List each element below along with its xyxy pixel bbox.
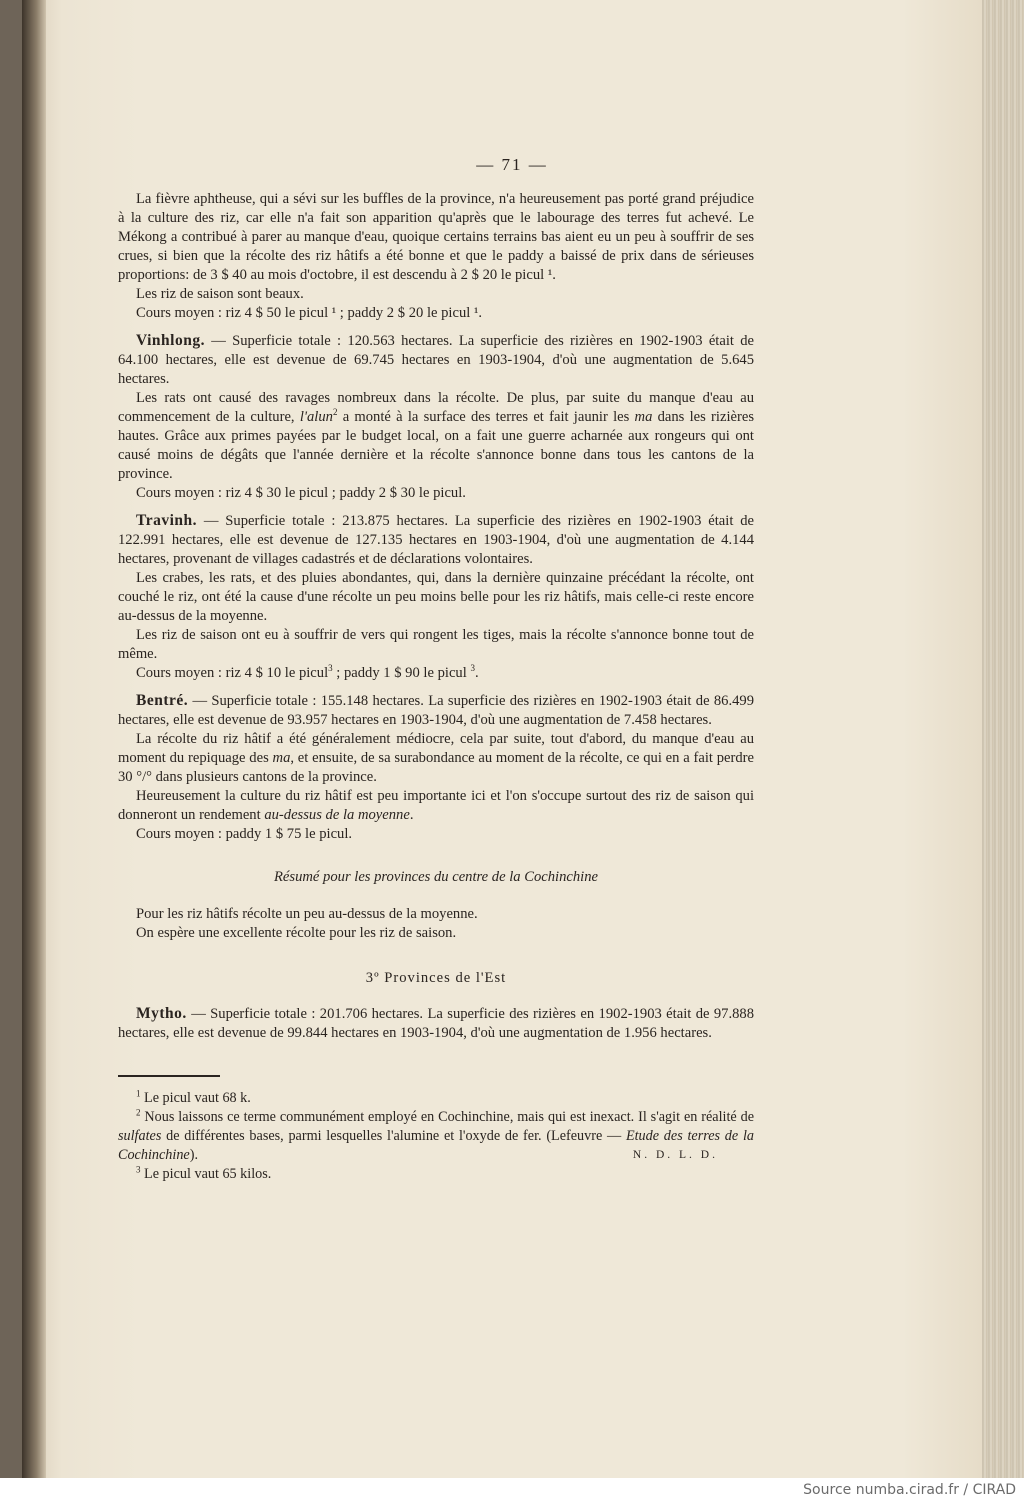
summary-line-2: On espère une excellente récolte pour les riz de saison. (136, 925, 457, 941)
text-run: Le picul vaut 65 kilos. (140, 1166, 272, 1182)
footnote-2 (118, 1108, 754, 1165)
travinh-lead: — Superficie totale : 213.875 hectares. La superficie des rizières en 1902-1903 était de 122.991 hectares, elle est devenue de 127.135 hectares en 1903-1904, d'où une augmentation de 4.144 hectares, provenant de villages cadastrés et de déclarations volontaires. (118, 513, 754, 567)
section-bentre (118, 691, 754, 730)
province-name-bentre: Bentré. (136, 692, 189, 709)
text-run: Nous laissons ce terme communément employé en Cochinchine, mais qui est inexact. Il s'agit en réalité de (140, 1109, 754, 1125)
text-run: . (409, 807, 414, 823)
travinh-paragraph-3: Les riz de saison ont eu à souffrir de vers qui rongent les tiges, mais la récolte s'annonce bonne tout de même. (118, 627, 754, 662)
source-credit: Source numba.cirad.fr / CIRAD (803, 1482, 1016, 1498)
text-run: Le picul vaut 68 k. (140, 1090, 251, 1106)
italic-title: Etude des terres de la Cochinchine (118, 1128, 754, 1163)
vinhlong-paragraph-2 (118, 389, 754, 484)
text-run: a monté à la surface des terres et fait jaunir les (337, 409, 635, 425)
book-gutter (22, 0, 46, 1478)
page-edges (975, 0, 1024, 1478)
footnote-rule (118, 1075, 220, 1077)
bentre-cours: Cours moyen : paddy 1 $ 75 le picul. (136, 826, 353, 842)
province-name-vinhlong: Vinhlong. (136, 332, 205, 349)
paragraph-cours-moyen: Cours moyen : riz 4 $ 50 le picul ¹ ; paddy 2 $ 20 le picul ¹. (136, 305, 482, 321)
text-run: ; paddy 1 $ 90 le picul (332, 665, 471, 681)
mytho-lead: — Superficie totale : 201.706 hectares. La superficie des rizières en 1902-1903 était de 97.888 hectares, elle est devenue de 99.844 hectares en 1903-1904, d'où une augmentation de 1.956 hectares. (118, 1006, 754, 1041)
footnote-ref: 3 (328, 663, 333, 674)
italic-term: sulfates (118, 1128, 162, 1144)
italic-term: ma (634, 409, 653, 425)
text-run: . (474, 665, 479, 681)
section-mytho (118, 1004, 754, 1043)
text-run: La récolte du riz hâtif a été généralement médiocre, cela par suite, tout d'abord, du manque d'eau au moment du repiquage des (118, 731, 754, 766)
footnote-1 (118, 1089, 754, 1108)
footnote-mark: 2 (136, 1107, 141, 1118)
text-run: ). (189, 1147, 198, 1163)
text-run: Heureusement la culture du riz hâtif est peu importante ici et l'on s'occupe surtout des riz de saison qui donneront un rendement (118, 788, 754, 823)
italic-term: ma (272, 750, 291, 766)
paragraph-fievre: La fièvre aphtheuse, qui a sévi sur les buffles de la province, n'a heureusement pas porté grand préjudice à la culture des riz, car elle n'a fait son apparition qu'après que le labourage des terres fut achevé. Le Mékong a contribué à parer au manque d'eau, quoique certains terrains bas aient eu un peu à souffrir de ses crues, si bien que la récolte des riz hâtifs a été bonne et que le paddy a baissé de prix dans de sérieuses proportions: de 3 $ 40 au mois d'octobre, il est descendu à 2 $ 20 le picul ¹. (118, 191, 754, 283)
bentre-lead: — Superficie totale : 155.148 hectares. La superficie des rizières en 1902-1903 était de 86.499 hectares, elle est devenue de 93.957 hectares en 1903-1904, d'où une augmentation de 7.458 hectares. (118, 693, 754, 728)
italic-term: l'alun (299, 409, 333, 425)
travinh-cours (118, 664, 754, 683)
text-run: , et ensuite, de sa surabondance au moment de la récolte, ce qui en a fait perdre 30 °/° dans plusieurs cantons de la province. (118, 750, 754, 785)
summary-heading: Résumé pour les provinces du centre de la Cochinchine (274, 869, 598, 885)
province-name-travinh: Travinh. (136, 512, 197, 529)
summary-line-1: Pour les riz hâtifs récolte un peu au-dessus de la moyenne. (136, 906, 478, 922)
footnote-ref: 2 (332, 407, 338, 418)
page-body (118, 190, 754, 1184)
italic-term: au-dessus de la moyenne (264, 807, 410, 823)
vinhlong-lead: — Superficie totale : 120.563 hectares. La superficie des rizières en 1902-1903 était de 64.100 hectares, elle est devenue de 69.745 hectares en 1903-1904, d'où une augmentation de 5.645 hectares. (118, 333, 754, 387)
footnote-mark: 3 (136, 1164, 141, 1175)
bentre-paragraph-2 (118, 730, 754, 787)
footnotes (118, 1089, 754, 1184)
text-run: dans les rizières hautes. Grâce aux primes payées par le budget local, on a fait une guerre acharnée aux rongeurs qui ont causé moins de dégâts que l'année dernière et la récolte s'annonce bonne dans tous les cantons de la province. (118, 409, 754, 482)
travinh-paragraph-2: Les crabes, les rats, et des pluies abondantes, qui, dans la dernière quinzaine précédant la récolte, ont couché le riz, ont été la cause d'une récolte un peu moins belle pour les riz hâtifs, mais celle-ci reste encore au-dessus de la moyenne. (118, 570, 754, 624)
section-travinh (118, 511, 754, 569)
editor-signature: N. D. L. D. (632, 1149, 718, 1161)
footnote-ref: 3 (470, 663, 475, 674)
text-run: Cours moyen : riz 4 $ 10 le picul (136, 665, 329, 681)
text-run: Les rats ont causé des ravages nombreux dans la récolte. De plus, par suite du manque d'eau au commencement de la culture, (118, 390, 754, 425)
footnote-mark: 1 (136, 1088, 141, 1099)
footnote-3 (118, 1165, 754, 1184)
paragraph-riz-saison: Les riz de saison sont beaux. (136, 286, 304, 302)
section-heading-est: 3º Provinces de l'Est (365, 970, 507, 986)
province-name-mytho: Mytho. (136, 1005, 187, 1022)
vinhlong-cours: Cours moyen : riz 4 $ 30 le picul ; paddy 2 $ 30 le picul. (136, 485, 466, 501)
section-vinhlong (118, 331, 754, 389)
bentre-paragraph-3 (118, 787, 754, 825)
text-run: de différentes bases, parmi lesquelles l'alumine et l'oxyde de fer. (Lefeuvre — (161, 1128, 626, 1144)
page-number: — 71 — (476, 155, 548, 174)
